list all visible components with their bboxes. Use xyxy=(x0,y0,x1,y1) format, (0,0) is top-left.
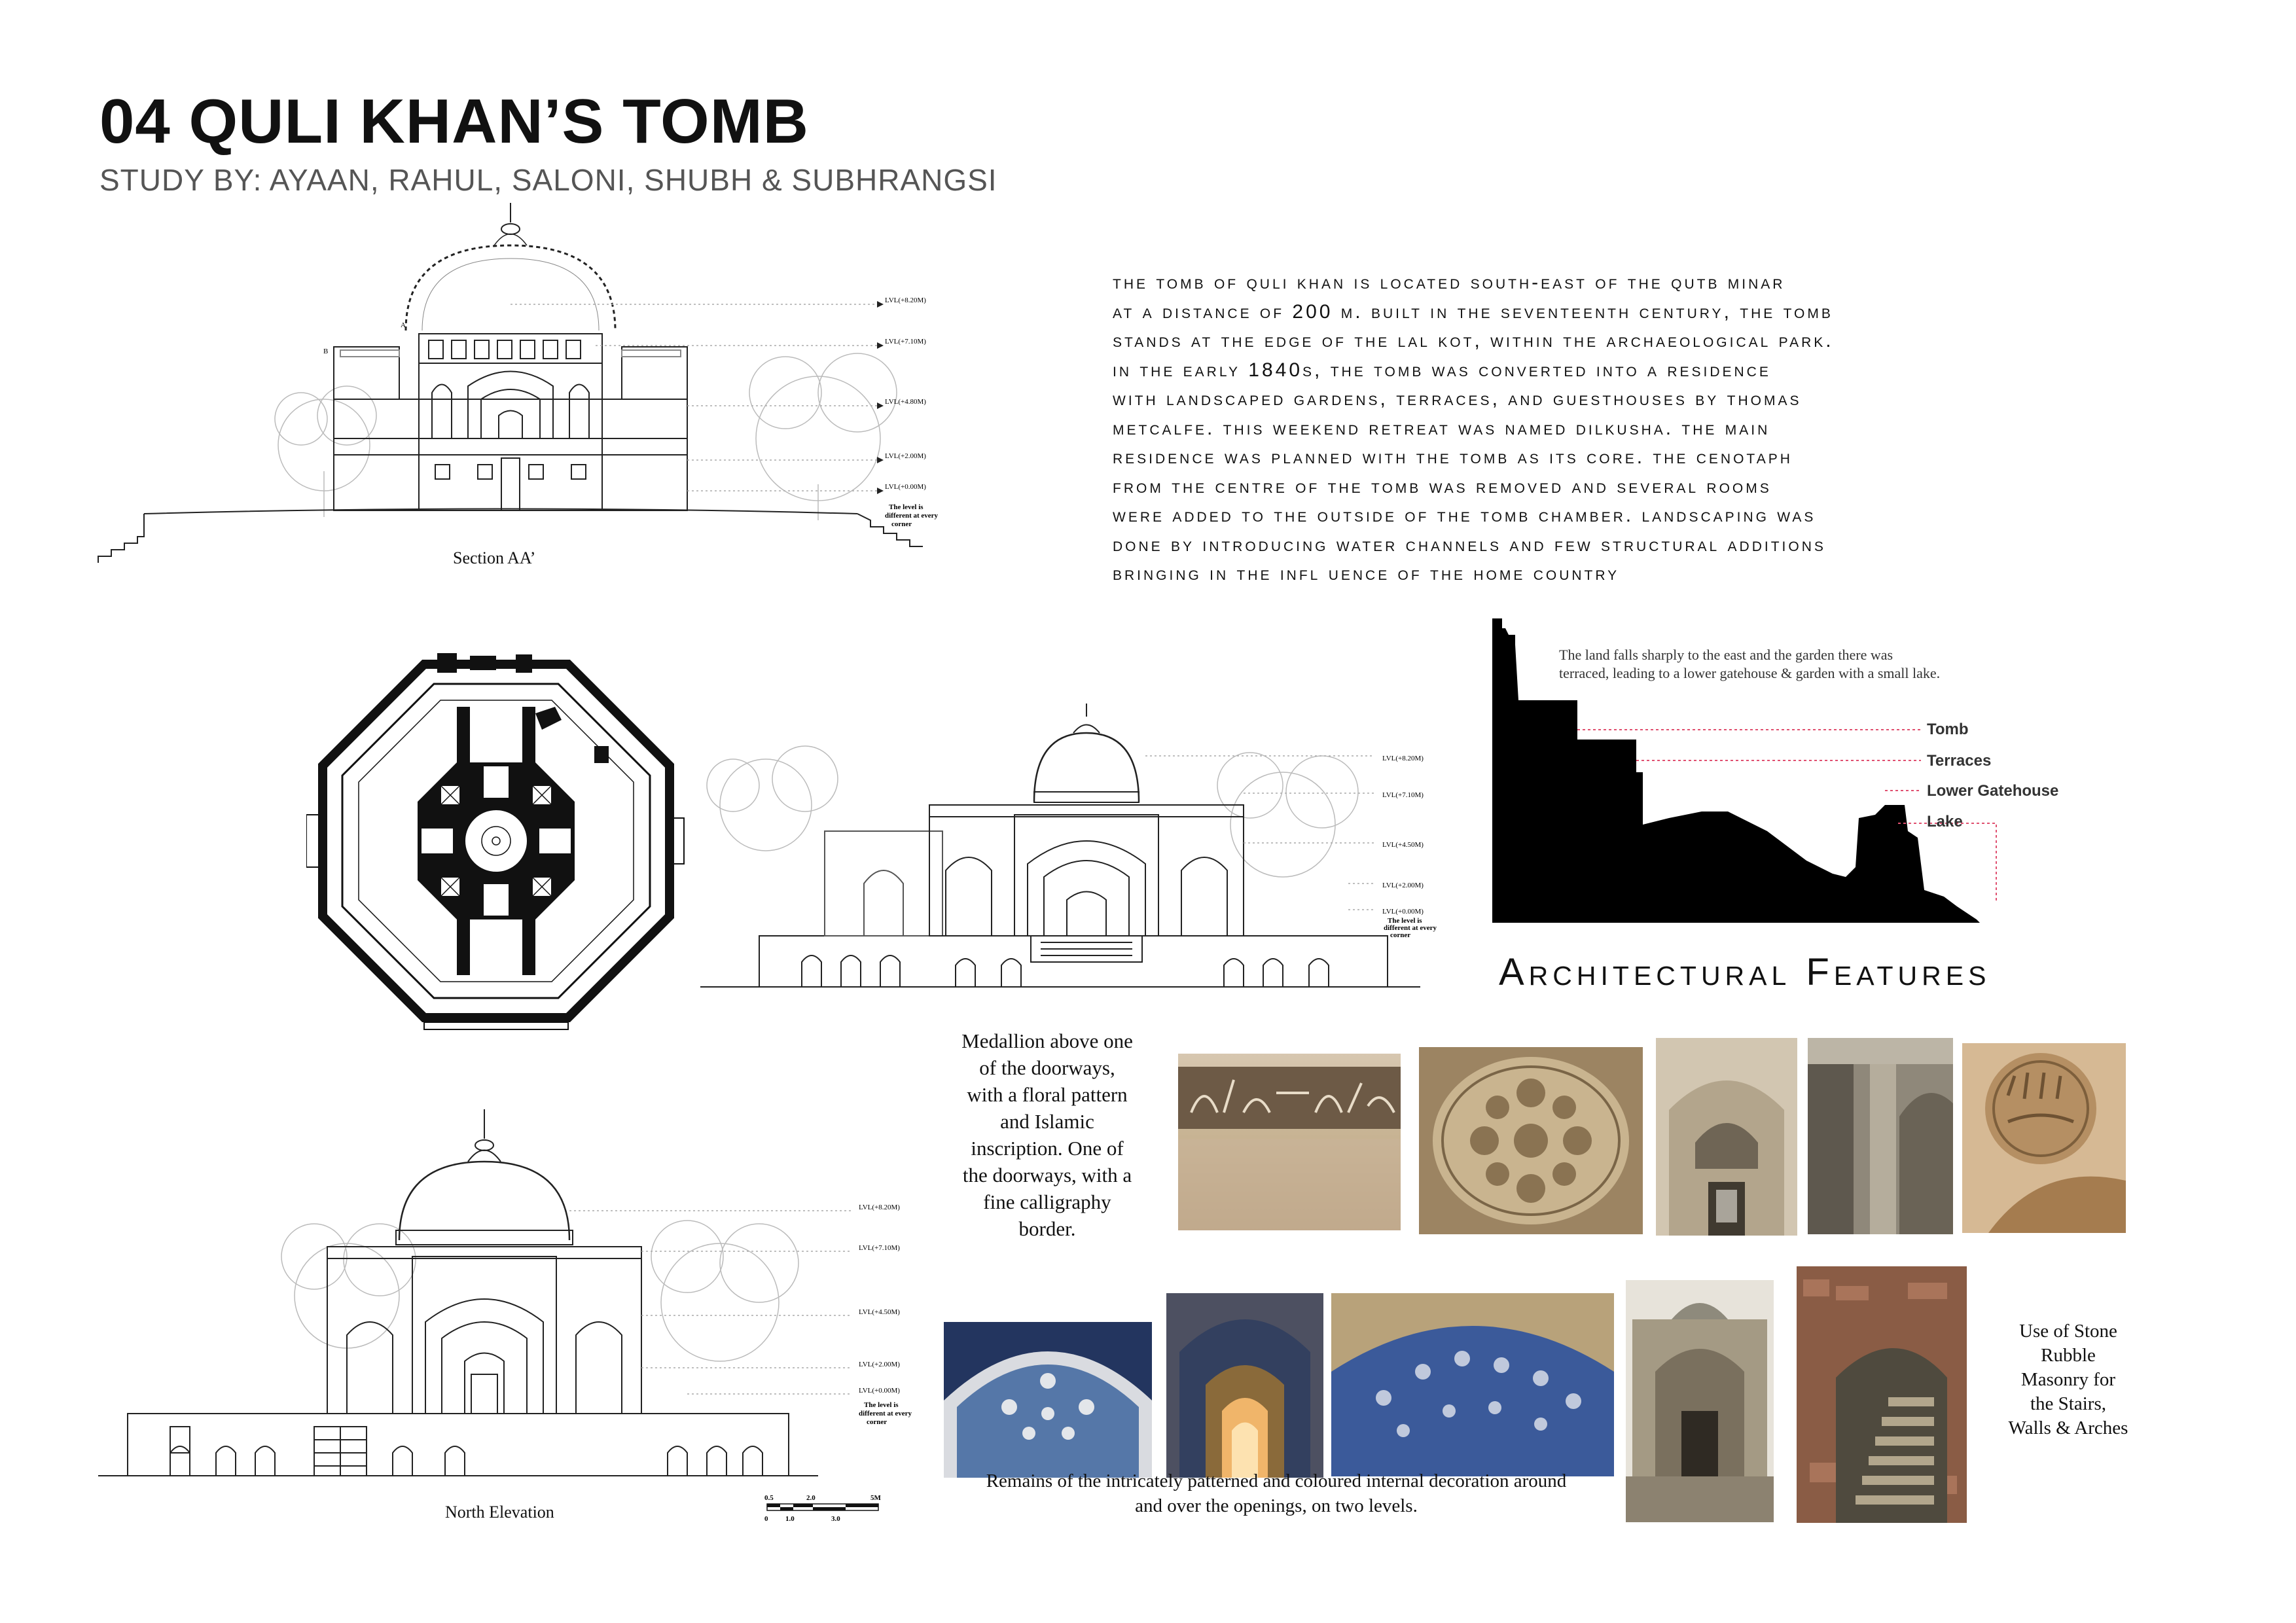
tile-decoration-photo-1 xyxy=(944,1322,1152,1478)
east-elevation-drawing xyxy=(694,674,1446,1001)
description-line: at a distance of 200 m. built in the seventeenth century, the tomb xyxy=(1113,300,1833,323)
description-line: with landscaped gardens, terraces, and guesthouses by thomas xyxy=(1113,388,1802,410)
terrain-note: terraced, leading to a lower gatehouse & garden with a small lake. xyxy=(1559,665,1941,681)
caption-line: Walls & Arches xyxy=(2008,1418,2128,1438)
level-note: different at every xyxy=(1384,924,1437,932)
caption-line: and over the openings, on two levels. xyxy=(1135,1495,1418,1516)
level-label: LVL(+0.00M) xyxy=(1382,908,1424,916)
caption-line: fine calligraphy xyxy=(983,1190,1111,1213)
description-line: residence was planned with the tomb as its core. the cenotaph xyxy=(1113,446,1793,468)
level-note: corner xyxy=(891,520,912,528)
description-line: the tomb of quli khan is located south-east of the qutb minar xyxy=(1113,272,1785,293)
scale-label: 0 xyxy=(764,1515,768,1523)
tree-sketch-right xyxy=(651,1221,798,1361)
tomb-facade-photo xyxy=(1626,1280,1774,1522)
description-line: bringing in the infl uence of the home country xyxy=(1113,563,1620,584)
scale-label: 3.0 xyxy=(831,1515,840,1523)
tree-sketch-right xyxy=(749,353,897,520)
caption-line: of the doorways, xyxy=(979,1056,1115,1079)
terrain-profile-diagram xyxy=(1492,615,2081,929)
terrain-label-lake: Lake xyxy=(1927,813,1963,830)
caption-line: the doorways, with a xyxy=(962,1164,1132,1186)
level-label: LVL(+7.10M) xyxy=(885,338,926,346)
drum-arches xyxy=(429,340,581,359)
level-label: LVL(+2.00M) xyxy=(1382,882,1424,889)
arch-detail-photo xyxy=(1808,1038,1953,1234)
description-text xyxy=(1113,268,2016,589)
stone-masonry-caption xyxy=(1983,1319,2153,1440)
level-note: The level is xyxy=(1388,917,1422,925)
tree-sketch-right xyxy=(1217,753,1358,877)
description-line: metcalfe. this weekend retreat was named dilkusha. the main xyxy=(1113,417,1770,439)
caption-line: with a floral pattern xyxy=(967,1083,1128,1106)
north-elevation-drawing xyxy=(98,1099,923,1492)
scale-label: 1.0 xyxy=(785,1515,795,1523)
terrain-label-terraces: Terraces xyxy=(1927,752,1992,770)
tree-sketch-left xyxy=(707,746,838,851)
caption-line: Remains of the intricately patterned and coloured internal decoration around xyxy=(986,1471,1567,1491)
tree-sketch-left xyxy=(275,386,376,517)
section-label: Section AA’ xyxy=(453,548,536,567)
section-marker-a: A xyxy=(401,321,406,329)
level-label: LVL(+7.10M) xyxy=(859,1244,900,1252)
page-title: 04 QULI KHAN’S TOMB xyxy=(99,86,809,156)
caption-line: Medallion above one xyxy=(961,1029,1133,1052)
terrain-label-tomb: Tomb xyxy=(1927,721,1969,738)
calligraphy-border-photo xyxy=(1178,1054,1401,1230)
level-label: LVL(+7.10M) xyxy=(1382,791,1424,799)
doorway-photo xyxy=(1656,1038,1797,1236)
section-marker-b: B xyxy=(323,348,329,355)
north-elevation-label: North Elevation xyxy=(445,1503,554,1522)
description-line: in the early 1840s, the tomb was converted into a residence xyxy=(1113,359,1771,381)
level-label: LVL(+4.80M) xyxy=(885,398,926,406)
caption-line: Rubble xyxy=(2041,1345,2096,1366)
level-label: LVL(+2.00M) xyxy=(885,452,926,460)
level-note: The level is xyxy=(864,1401,899,1409)
scale-label: 0.5 xyxy=(764,1494,774,1502)
description-line: were added to the outside of the tomb chamber. landscaping was xyxy=(1113,505,1816,526)
level-note: corner xyxy=(1390,931,1411,939)
level-label: LVL(+8.20M) xyxy=(885,296,926,304)
description-line: stands at the edge of the lal kot, within the archaeological park. xyxy=(1113,330,1834,351)
scale-bar xyxy=(759,1492,890,1531)
level-label: LVL(+8.20M) xyxy=(1382,755,1424,762)
decoration-caption xyxy=(929,1469,1623,1518)
level-label: LVL(+0.00M) xyxy=(885,483,926,491)
caption-line: and Islamic xyxy=(1000,1110,1094,1133)
level-label: LVL(+4.50M) xyxy=(1382,841,1424,849)
section-aa-drawing xyxy=(92,196,969,576)
terrain-note: The land falls sharply to the east and the garden there was xyxy=(1559,647,1893,663)
architectural-features-title: Architectural Features xyxy=(1499,951,1991,993)
stone-rubble-stairs-photo xyxy=(1797,1266,1967,1523)
floor-plan-drawing xyxy=(306,648,686,1034)
level-note: different at every xyxy=(859,1410,912,1418)
caption-line: border. xyxy=(1018,1217,1076,1240)
level-note: The level is xyxy=(889,503,924,511)
scale-label: 5M xyxy=(870,1494,881,1502)
tile-decoration-photo-2 xyxy=(1331,1293,1614,1476)
illuminated-arch-photo xyxy=(1166,1293,1323,1478)
level-label: LVL(+4.50M) xyxy=(859,1308,900,1316)
description-line: done by introducing water channels and few structural additions xyxy=(1113,533,1826,556)
caption-line: inscription. One of xyxy=(971,1137,1124,1160)
level-label: LVL(+2.00M) xyxy=(859,1361,900,1368)
level-label: LVL(+8.20M) xyxy=(859,1204,900,1211)
medallion-caption xyxy=(929,1027,1165,1242)
caption-line: Masonry for xyxy=(2020,1369,2116,1390)
page-subtitle: STUDY BY: AYAAN, RAHUL, SALONI, SHUBH & SUBHRANGSI xyxy=(99,163,997,197)
level-note: corner xyxy=(867,1418,888,1426)
inscription-medallion-photo xyxy=(1962,1043,2126,1233)
terrain-silhouette xyxy=(1492,618,1980,923)
level-note: different at every xyxy=(885,512,939,520)
caption-line: the Stairs, xyxy=(2030,1393,2106,1414)
terrain-label-gatehouse: Lower Gatehouse xyxy=(1927,782,2059,800)
scale-label: 2.0 xyxy=(806,1494,816,1502)
floral-medallion-photo xyxy=(1419,1047,1643,1234)
description-line: from the centre of the tomb was removed and several rooms xyxy=(1113,475,1772,497)
level-label: LVL(+0.00M) xyxy=(859,1387,900,1395)
caption-line: Use of Stone xyxy=(2019,1321,2117,1342)
